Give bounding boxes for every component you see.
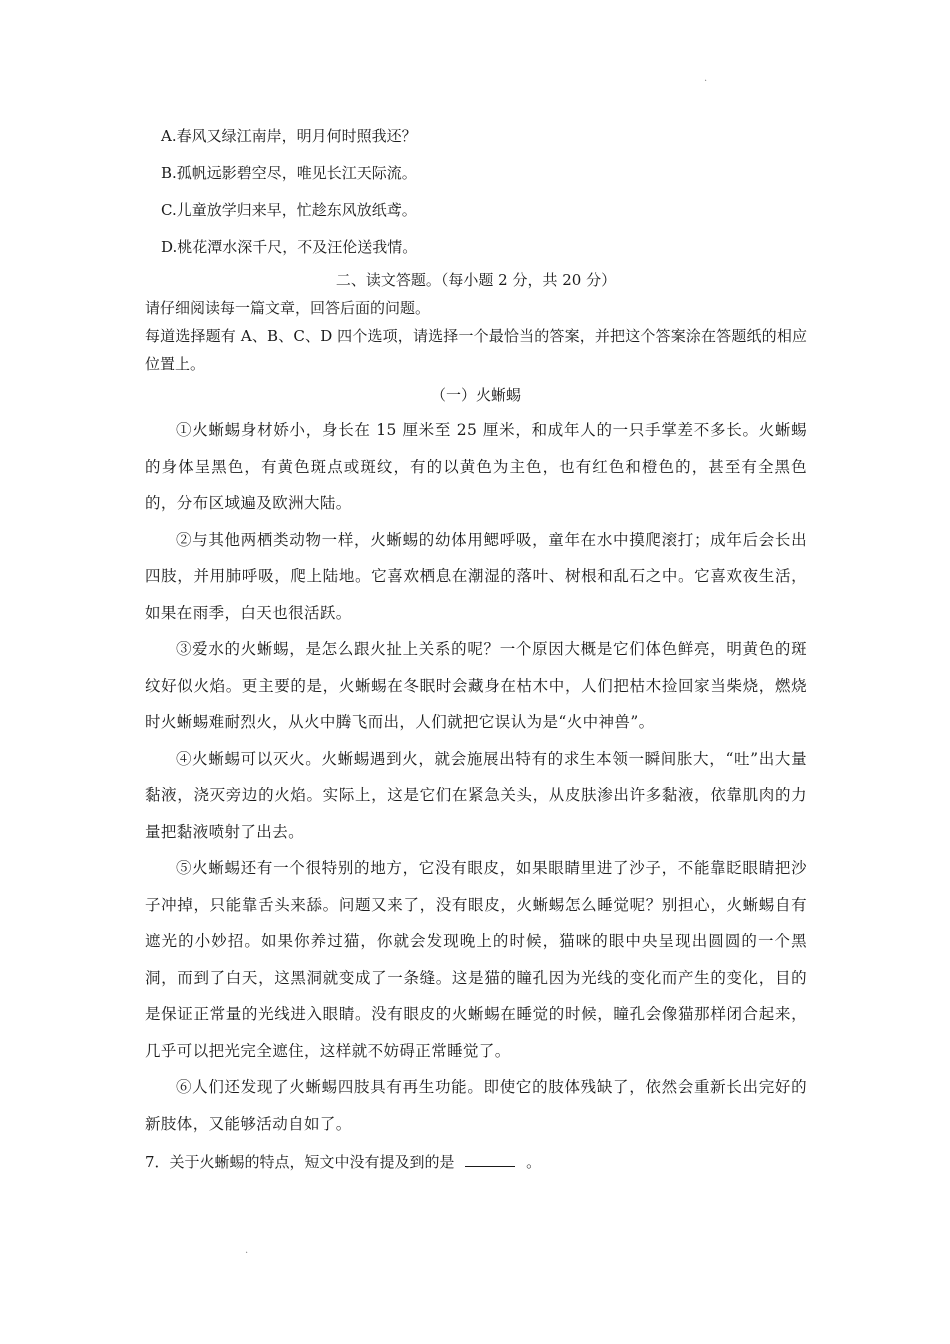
footer-dot: . [245, 1245, 249, 1256]
article-paragraph-3: ③爱水的火蜥蜴，是怎么跟火扯上关系的呢？一个原因大概是它们体色鲜亮，明黄色的斑纹好似火焰。更主要的是，火蜥蜴在冬眠时会藏身在枯木中，人们把枯木捡回家当柴烧，燃烧时火蜥蜴难耐烈火，从火中腾飞而出，人们就把它误认为是“火中神兽”。 [145, 640, 807, 731]
option-c: C.儿童放学归来早，忙趁东风放纸鸢。 [161, 201, 417, 219]
instruction-choice: 每道选择题有 A、B、C、D 四个选项，请选择一个最恰当的答案，并把这个答案涂在答题纸的相应位置上。 [145, 327, 807, 373]
article-paragraph-1: ①火蜥蜴身材娇小，身长在 15 厘米至 25 厘米，和成年人的一只手掌差不多长。火蜥蜴的身体呈黑色，有黄色斑点或斑纹，有的以黄色为主色，也有红色和橙色的，甚至有全黑色的，分布区域遍及欧洲大陆。 [145, 421, 807, 512]
article-paragraph-5: ⑤火蜥蜴还有一个很特别的地方，它没有眼皮，如果眼睛里进了沙子，不能靠眨眼睛把沙子冲掉，只能靠舌头来舔。问题又来了，没有眼皮，火蜥蜴怎么睡觉呢？别担心，火蜥蜴自有遮光的小妙招。如果你养过猫，你就会发现晚上的时候，猫咪的眼中央呈现出圆圆的一个黑洞，而到了白天，这黑洞就变成了一条缝。这是猫的瞳孔因为光线的变化而产生的变化，目的是保证正常量的光线进入眼睛。没有眼皮的火蜥蜴在睡觉的时候，瞳孔会像猫那样闭合起来，几乎可以把光完全遮住，这样就不妨碍正常睡觉了。 [145, 859, 807, 1060]
article-paragraph-4: ④火蜥蜴可以灭火。火蜥蜴遇到火，就会施展出特有的求生本领一瞬间胀大，“吐”出大量黏液，浇灭旁边的火焰。实际上，这是它们在紧急关头，从皮肤渗出许多黏液，依靠肌肉的力量把黏液喷射了出去。 [145, 749, 807, 841]
question-7-text: 7．关于火蜥蜴的特点，短文中没有提及到的是 [145, 1153, 455, 1171]
header-dot: . [704, 73, 708, 84]
option-d: D.桃花潭水深千尺，不及汪伦送我情。 [161, 238, 418, 256]
option-a: A.春风又绿江南岸，明月何时照我还？ [161, 127, 417, 145]
question-7 [145, 1144, 807, 1180]
answer-blank[interactable] [465, 1152, 515, 1167]
article-title: （一）火蜥蜴 [430, 386, 521, 404]
question-7-end: 。 [526, 1153, 542, 1171]
article-paragraph-2: ②与其他两栖类动物一样，火蜥蜴的幼体用鳃呼吸，童年在水中摸爬滚打；成年后会长出四肢，并用肺呼吸，爬上陆地。它喜欢栖息在潮湿的落叶、树根和乱石之中。它喜欢夜生活，如果在雨季，白天也很活跃。 [145, 530, 807, 622]
section-title: 二、读文答题。（每小题 2 分，共 20 分） [335, 271, 617, 289]
instruction-read: 请仔细阅读每一篇文章，回答后面的问题。 [145, 299, 431, 317]
page-content [145, 118, 807, 1180]
article-paragraph-6: ⑥人们还发现了火蜥蜴四肢具有再生功能。即使它的肢体残缺了，依然会重新长出完好的新肢体，又能够活动自如了。 [145, 1078, 807, 1133]
option-b: B.孤帆远影碧空尽，唯见长江天际流。 [161, 164, 417, 182]
